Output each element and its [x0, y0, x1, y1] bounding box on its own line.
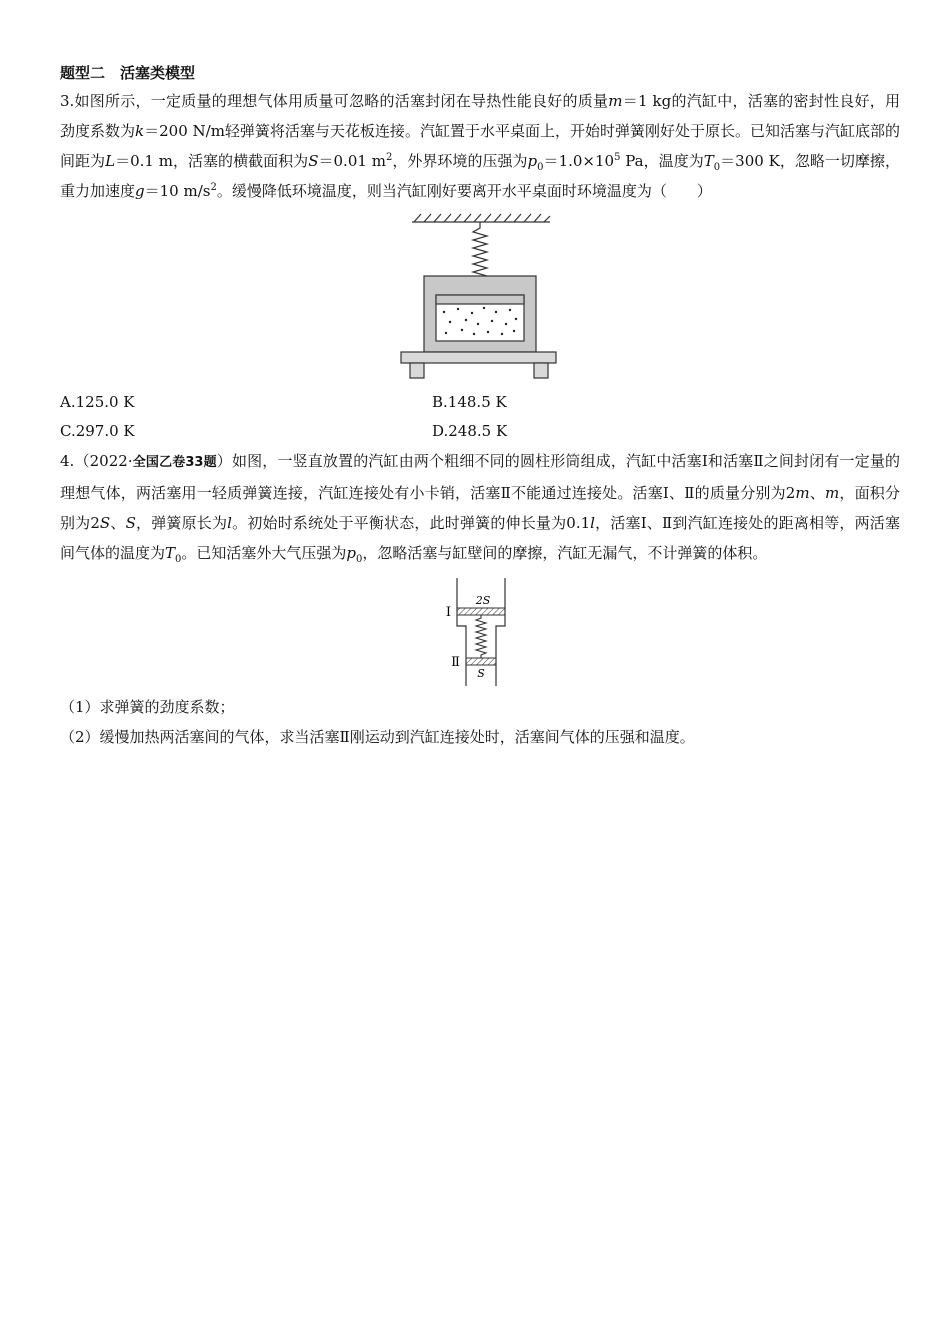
q4-p-sub: 0 [356, 554, 363, 565]
q4-text-4: 、 [110, 514, 126, 532]
q4-text-5: ，弹簧原长为 [135, 514, 228, 532]
piston [436, 295, 524, 304]
q3-p-sub: 0 [537, 162, 544, 173]
q4-l-var-1: l [227, 514, 232, 532]
cylinder-body [424, 276, 536, 352]
q4-number: 4. [60, 452, 75, 470]
q3-T-var: T [703, 152, 714, 170]
upper-piston [457, 608, 505, 615]
q4-text-7: ，活塞Ⅰ、Ⅱ到汽缸连接处的距离相等，两活塞间气体的温度为 [60, 514, 900, 562]
q3-g-val: ＝10 m/s [144, 182, 211, 200]
q4-source-open: （ [74, 452, 90, 470]
q4-text-9: ，忽略活塞与缸壁间的摩擦，汽缸无漏气，不计弹簧的体积。 [362, 544, 768, 562]
q4-text-1: 如图，一竖直放置的汽缸由两个粗细不同的圆柱形筒组成，汽缸中活塞Ⅰ和活塞Ⅱ之间封闭有一定量的理想气体，两活塞用一轻质弹簧连接，汽缸连接处有小卡销，活塞Ⅱ不能通过连接处。活塞Ⅰ、Ⅱ的质量分别为2 [60, 452, 900, 502]
q3-text-4: ，外界环境的压强为 [392, 152, 528, 170]
q3-k-var: k [135, 122, 145, 140]
q3-cylinder-figure [400, 212, 560, 382]
q4-sub-question-1: （1）求弹簧的劲度系数； [60, 698, 235, 716]
q3-text-5: 。缓慢降低环境温度，则当汽缸刚好要离开水平桌面时环境温度为（ ） [216, 182, 712, 200]
q3-S-exp: 2 [385, 152, 393, 163]
q3-p-var: p [527, 152, 538, 170]
q3-T-sub: 0 [713, 162, 721, 173]
q3-number: 3. [60, 92, 75, 110]
q4-text-6: 。初始时系统处于平衡状态，此时弹簧的伸长量为0.1 [231, 514, 591, 532]
lower-piston [466, 658, 496, 665]
label-piston-I: Ⅰ [445, 605, 451, 620]
option-a[interactable]: A.125.0 K [60, 393, 135, 411]
q4-text-8: 。已知活塞外大气压强为 [181, 544, 347, 562]
q3-p-val: ＝1.0×10 [543, 152, 615, 170]
ceiling-hatch [412, 214, 550, 222]
question-4-text [60, 446, 900, 568]
q3-S-var: S [308, 152, 319, 170]
document-page [60, 62, 900, 752]
q4-source-name: 全国乙卷33题 [132, 455, 217, 470]
section-title: 题型二 活塞类模型 [60, 64, 196, 82]
q4-sub-question-2: （2）缓慢加热两活塞间的气体，求当活塞Ⅱ刚运动到汽缸连接处时，活塞间气体的压强和温度。 [60, 728, 695, 746]
q4-T-sub: 0 [175, 554, 182, 565]
q3-L-val: ＝0.1 m，活塞的横截面积为 [115, 152, 309, 170]
q3-S-val: ＝0.01 m [318, 152, 386, 170]
q4-T-var: T [165, 544, 176, 562]
q3-g-exp: 2 [210, 182, 217, 193]
q4-source-year: 2022· [89, 452, 133, 470]
q3-g-var: g [135, 182, 145, 200]
q3-text-3: 轻弹簧将活塞与天花板连接。汽缸置于水平桌面上，开始时弹簧刚好处于原长。已知活塞与汽缸底部的间距为 [60, 122, 900, 170]
upper-area-label: 2S [475, 594, 491, 607]
q3-text-2: 的汽缸中，活塞的密封性良好，用劲度系数为 [60, 92, 900, 140]
q4-source-close: ） [216, 452, 232, 470]
q3-p-exp: 5 [614, 152, 621, 163]
q3-T-val: ＝300 K，忽略一切摩擦，重力加速度 [60, 152, 900, 200]
q4-cylinder-figure [435, 576, 525, 688]
q4-m-var-2: m [824, 484, 840, 502]
q3-p-unit: Pa，温度为 [620, 152, 704, 170]
q4-text-2: 、 [809, 484, 825, 502]
option-d[interactable]: D.248.5 K [432, 422, 508, 440]
q3-L-var: L [105, 152, 116, 170]
q4-p-var: p [346, 544, 357, 562]
connecting-spring [476, 615, 486, 658]
q4-S-var-2: S [125, 514, 136, 532]
q4-S-var-1: S [99, 514, 111, 532]
q3-m-val: ＝1 kg [622, 92, 672, 110]
q4-l-var-2: l [590, 514, 595, 532]
option-c[interactable]: C.297.0 K [60, 422, 135, 440]
q3-text-1: 如图所示，一定质量的理想气体用质量可忽略的活塞封闭在导热性能良好的质量 [74, 92, 609, 110]
q4-text-3: ，面积分别为2 [60, 484, 900, 532]
q3-options [60, 388, 900, 446]
option-b[interactable]: B.148.5 K [432, 393, 507, 411]
q3-k-val: ＝200 N/m [144, 122, 225, 140]
table [401, 352, 556, 378]
label-piston-II: Ⅱ [451, 655, 460, 670]
lower-area-label: S [477, 667, 485, 680]
question-3-text [60, 86, 900, 206]
q3-m-var: m [608, 92, 623, 110]
q4-m-var-1: m [795, 484, 810, 502]
